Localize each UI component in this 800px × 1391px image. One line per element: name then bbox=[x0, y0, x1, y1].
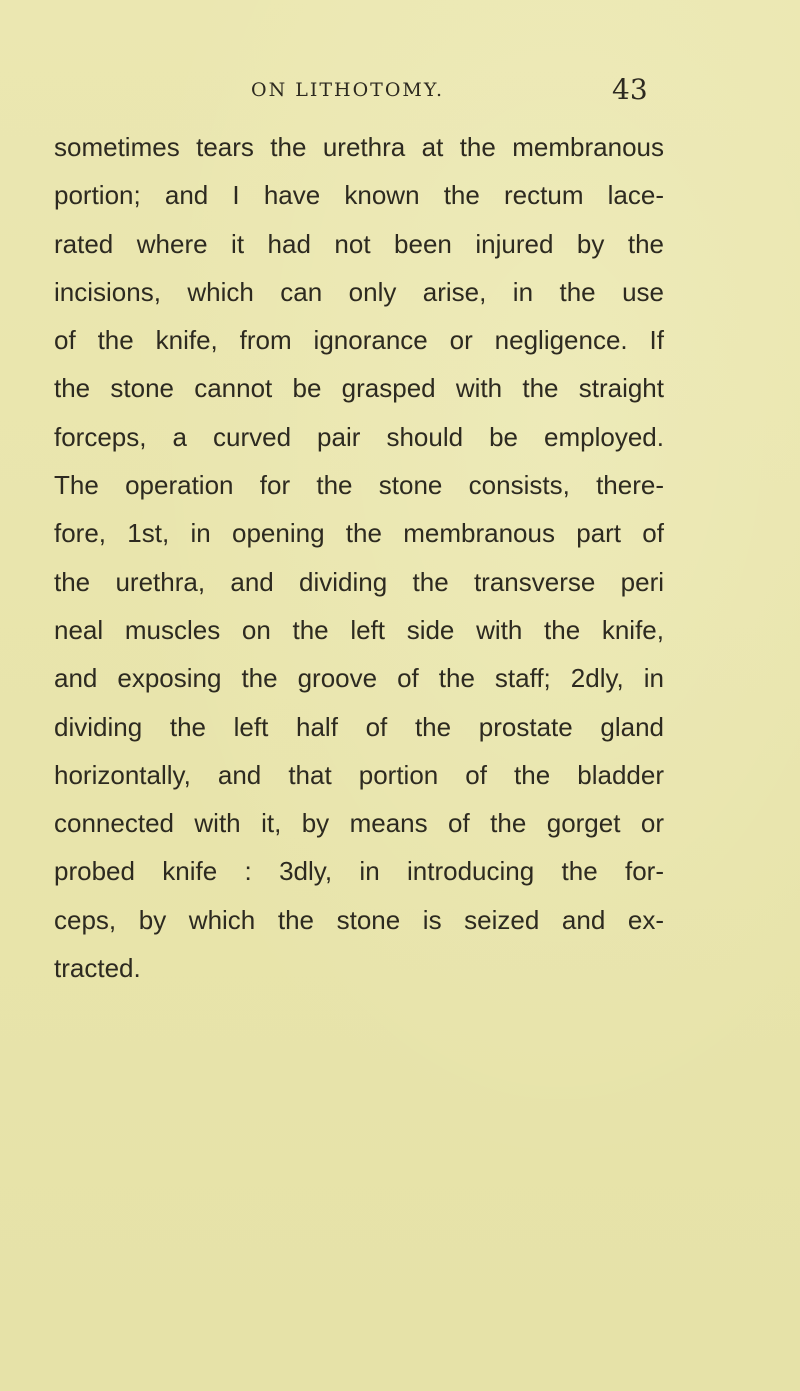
running-head bbox=[0, 72, 800, 106]
text-line: portion; and I have known the rectum lace- bbox=[54, 180, 664, 211]
text-line: horizontally, and that portion of the bladder bbox=[54, 759, 664, 790]
text-line: sometimes tears the urethra at the membranous bbox=[54, 132, 664, 162]
text-line: incisions, which can only arise, in the use bbox=[54, 276, 664, 307]
text-line: the urethra, and dividing the transverse peri bbox=[54, 566, 664, 597]
running-head-title: ON LITHOTOMY. bbox=[251, 79, 445, 101]
text-line-last: tracted. bbox=[54, 953, 141, 984]
text-line: dividing the left half of the prostate gland bbox=[54, 711, 664, 742]
text-line: connected with it, by means of the gorget or bbox=[54, 808, 664, 839]
page-number: 43 bbox=[612, 73, 648, 106]
text-line: probed knife : 3dly, in introducing the for- bbox=[54, 856, 664, 887]
text-line: ceps, by which the stone is seized and ex- bbox=[54, 904, 664, 935]
text-line: fore, 1st, in opening the membranous part of bbox=[54, 518, 664, 549]
text-line: rated where it had not been injured by the bbox=[54, 228, 664, 259]
text-line: neal muscles on the left side with the knife, bbox=[54, 614, 664, 645]
text-line: of the knife, from ignorance or negligence. If bbox=[54, 325, 664, 356]
text-line: The operation for the stone consists, there- bbox=[54, 470, 664, 501]
text-line: and exposing the groove of the staff; 2dly, in bbox=[54, 663, 664, 694]
text-line: forceps, a curved pair should be employed. bbox=[54, 421, 664, 452]
body-paragraph bbox=[54, 125, 664, 994]
text-line: the stone cannot be grasped with the straight bbox=[54, 373, 664, 404]
